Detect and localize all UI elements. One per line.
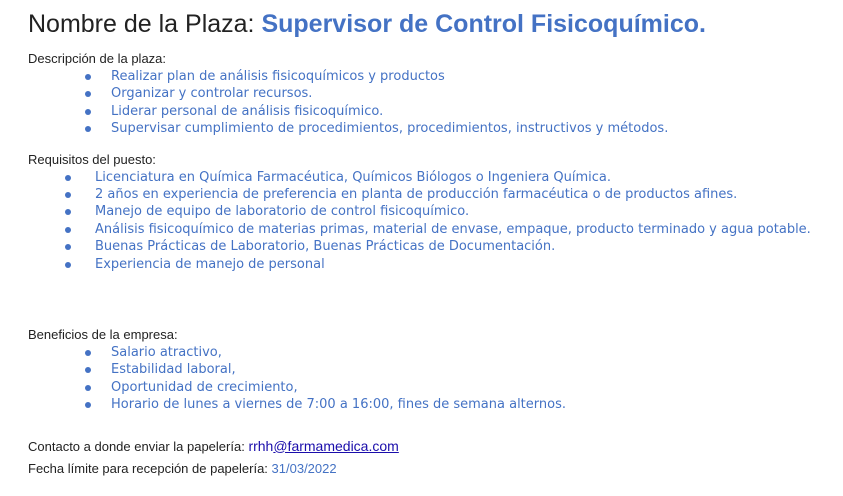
benefits-list [28, 344, 838, 414]
deadline-label: Fecha límite para recepción de papelería: [28, 460, 272, 476]
list-item: Buenas Prácticas de Laboratorio, Buenas Prácticas de Documentación. [28, 238, 838, 255]
position-name: Supervisor de Control Fisicoquímico. [261, 10, 706, 38]
bullet-icon [85, 367, 91, 373]
bullet-icon [65, 175, 71, 181]
page-title [28, 8, 838, 40]
bullet-icon [85, 109, 91, 115]
contact-line [28, 438, 838, 455]
list-item: Realizar plan de análisis fisicoquímicos y productos [28, 68, 838, 85]
bullet-icon [85, 350, 91, 356]
list-item: Liderar personal de análisis fisicoquímico. [28, 103, 838, 120]
bullet-icon [65, 244, 71, 250]
bullet-icon [65, 209, 71, 215]
bullet-icon [65, 227, 71, 233]
title-prefix: Nombre de la Plaza: [28, 10, 262, 38]
list-item: Salario atractivo, [28, 344, 838, 361]
list-item: Manejo de equipo de laboratorio de control fisicoquímico. [28, 203, 838, 220]
description-heading: Descripción de la plaza: [28, 51, 167, 66]
bullet-icon [85, 126, 91, 132]
requirements-list [28, 169, 838, 273]
requirements-heading: Requisitos del puesto: [28, 151, 156, 167]
bullet-icon [65, 262, 71, 268]
deadline-date: 31/03/2022 [271, 460, 337, 476]
description-list [28, 68, 838, 138]
deadline-line [28, 460, 838, 477]
list-item: Oportunidad de crecimiento, [28, 379, 838, 396]
bullet-icon [85, 385, 91, 391]
list-item: Experiencia de manejo de personal [28, 256, 838, 273]
benefits-heading: Beneficios de la empresa: [28, 327, 178, 343]
list-item: Licenciatura en Química Farmacéutica, Químicos Biólogos o Ingeniera Química. [28, 169, 838, 186]
list-item: Estabilidad laboral, [28, 361, 838, 378]
list-item: Supervisar cumplimiento de procedimientos, procedimientos, instructivos y métodos. [28, 120, 838, 137]
bullet-icon [65, 192, 71, 198]
bullet-icon [85, 74, 91, 80]
list-item: Análisis fisicoquímico de materias primas, material de envase, empaque, producto terminado y agua potable. [28, 221, 838, 238]
bullet-icon [85, 402, 91, 408]
contact-label: Contacto a donde enviar la papelería: [28, 438, 249, 454]
list-item: Horario de lunes a viernes de 7:00 a 16:00, fines de semana alternos. [28, 396, 838, 413]
list-item: Organizar y controlar recursos. [28, 85, 838, 102]
list-item: 2 años en experiencia de preferencia en planta de producción farmacéutica o de productos afines. [28, 186, 838, 203]
bullet-icon [85, 91, 91, 97]
email-link[interactable]: rrhh@farmamedica.com [248, 437, 399, 454]
job-posting [28, 8, 838, 477]
